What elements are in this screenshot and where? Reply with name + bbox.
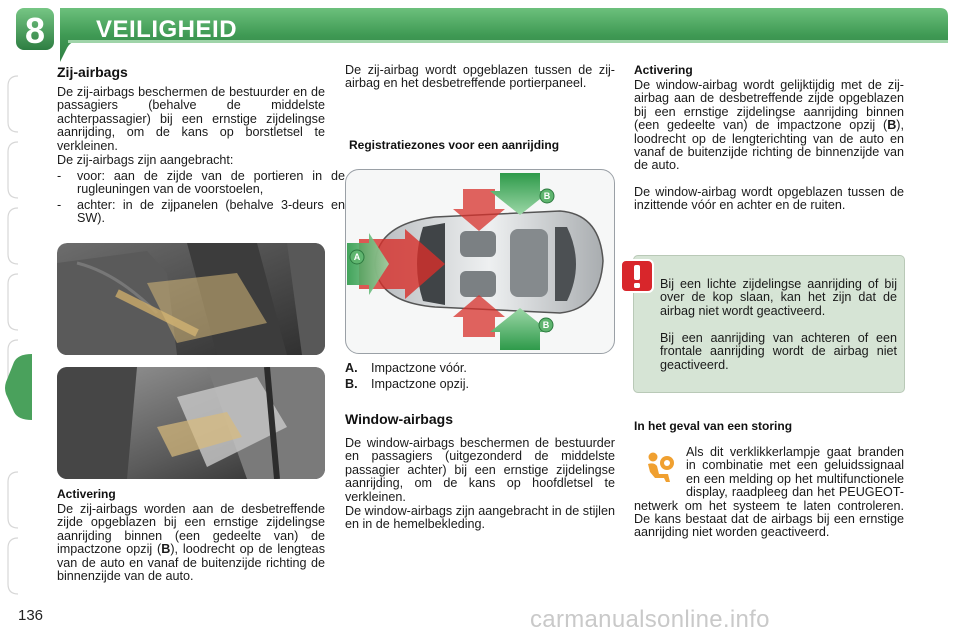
window-activation-text-2: De window-airbag wordt opgeblazen tussen de inzittende vóór en achter en de ruiten. xyxy=(634,185,904,213)
legend-item-a: A. Impactzone vóór. xyxy=(345,361,467,375)
car-top-view xyxy=(345,169,615,354)
exclamation-icon xyxy=(619,258,655,294)
list-item: - voor: aan de zijde van de portieren in de rugleuningen van de voorstoelen, xyxy=(57,169,345,197)
page-title: VEILIGHEID xyxy=(96,16,238,43)
side-airbags-intro: De zij-airbags beschermen de bestuurder en de passagiers (behalve de middelste achterpassagier) bij een ernstige zijdelingse aanrijding, om de kans op borstletsel te verkleinen. xyxy=(57,85,325,153)
watermark: carmanualsonline.info xyxy=(530,606,770,633)
window-activation-heading: Activering xyxy=(634,63,693,77)
side-airbags-activation-text: De zij-airbags worden aan de desbetreffende zijde opgeblazen bij een ernstige zijdelingse aanrijding binnen (een gedeelte van) de impactzone opzij (B), loodrecht op de lengteas van de auto en vanaf de buitenzijde richting de binnenzijde van de auto. xyxy=(57,502,325,584)
window-airbags-location: De window-airbags zijn aangebracht in de stijlen en in de hemelbekleding. xyxy=(345,504,615,532)
legend-item-b: B. Impactzone opzij. xyxy=(345,377,470,391)
chapter-number: 8 xyxy=(24,10,46,51)
chapter-tab-rail xyxy=(0,62,34,640)
side-airbags-location-intro: De zij-airbags zijn aangebracht: xyxy=(57,153,234,167)
marker-a: A xyxy=(353,252,361,262)
section-heading-side-airbags: Zij-airbags xyxy=(57,64,128,80)
diagram-title: Registratiezones voor een aanrijding xyxy=(349,138,560,152)
page-number: 136 xyxy=(18,607,44,624)
warning-text-2: Bij een aanrijding van achteren of een frontale aanrijding wordt de airbag niet geactiveerd. xyxy=(660,331,897,372)
warning-text-1: Bij een lichte zijdelingse aanrijding of bij over de kop slaan, kan het zijn dat de airbag niet wordt geactiveerd. xyxy=(660,277,897,318)
window-activation-text: De window-airbag wordt gelijktijdig met de zij-airbag aan de desbetreffende zijde opgeblazen bij een ernstige zijdelingse aanrijding binnen (een gedeelte van) de impactzone opzij (B), loodrecht op de lengterichting van de auto en vanaf de buitenzijde richting de binnenzijde van de auto. xyxy=(634,78,904,173)
front-seat-airbag-photo xyxy=(57,243,325,355)
activation-heading: Activering xyxy=(57,487,116,501)
rear-side-airbag-photo xyxy=(57,367,325,479)
side-airbag-position-text: De zij-airbag wordt opgeblazen tussen de zij-airbag en het desbetreffende portierpaneel. xyxy=(345,63,615,91)
marker-b-bottom: B xyxy=(542,320,550,330)
fault-text: Als dit verklikkerlampje gaat branden in combinatie met een geluidssignaal en een melding op het multifunctionele display, raadpleeg dan het PEUGEOT-netwerk om het systeem te laten controleren. De kans bestaat dat de airbags bij een ernstige aanrijding niet worden geactiveerd. xyxy=(634,445,904,540)
list-item: - achter: in de zijpanelen (behalve 3-deurs en SW). xyxy=(57,198,345,226)
section-heading-window-airbags: Window-airbags xyxy=(345,411,453,427)
fault-heading: In het geval van een storing xyxy=(634,419,793,433)
marker-b-top: B xyxy=(543,191,551,201)
window-airbags-intro: De window-airbags beschermen de bestuurder en passagiers (uitgezonderd de middelste passagier achter) bij een ernstige zijdelingse aanrijding, om de kans op hoofdletsel te verkleinen. xyxy=(345,436,615,504)
